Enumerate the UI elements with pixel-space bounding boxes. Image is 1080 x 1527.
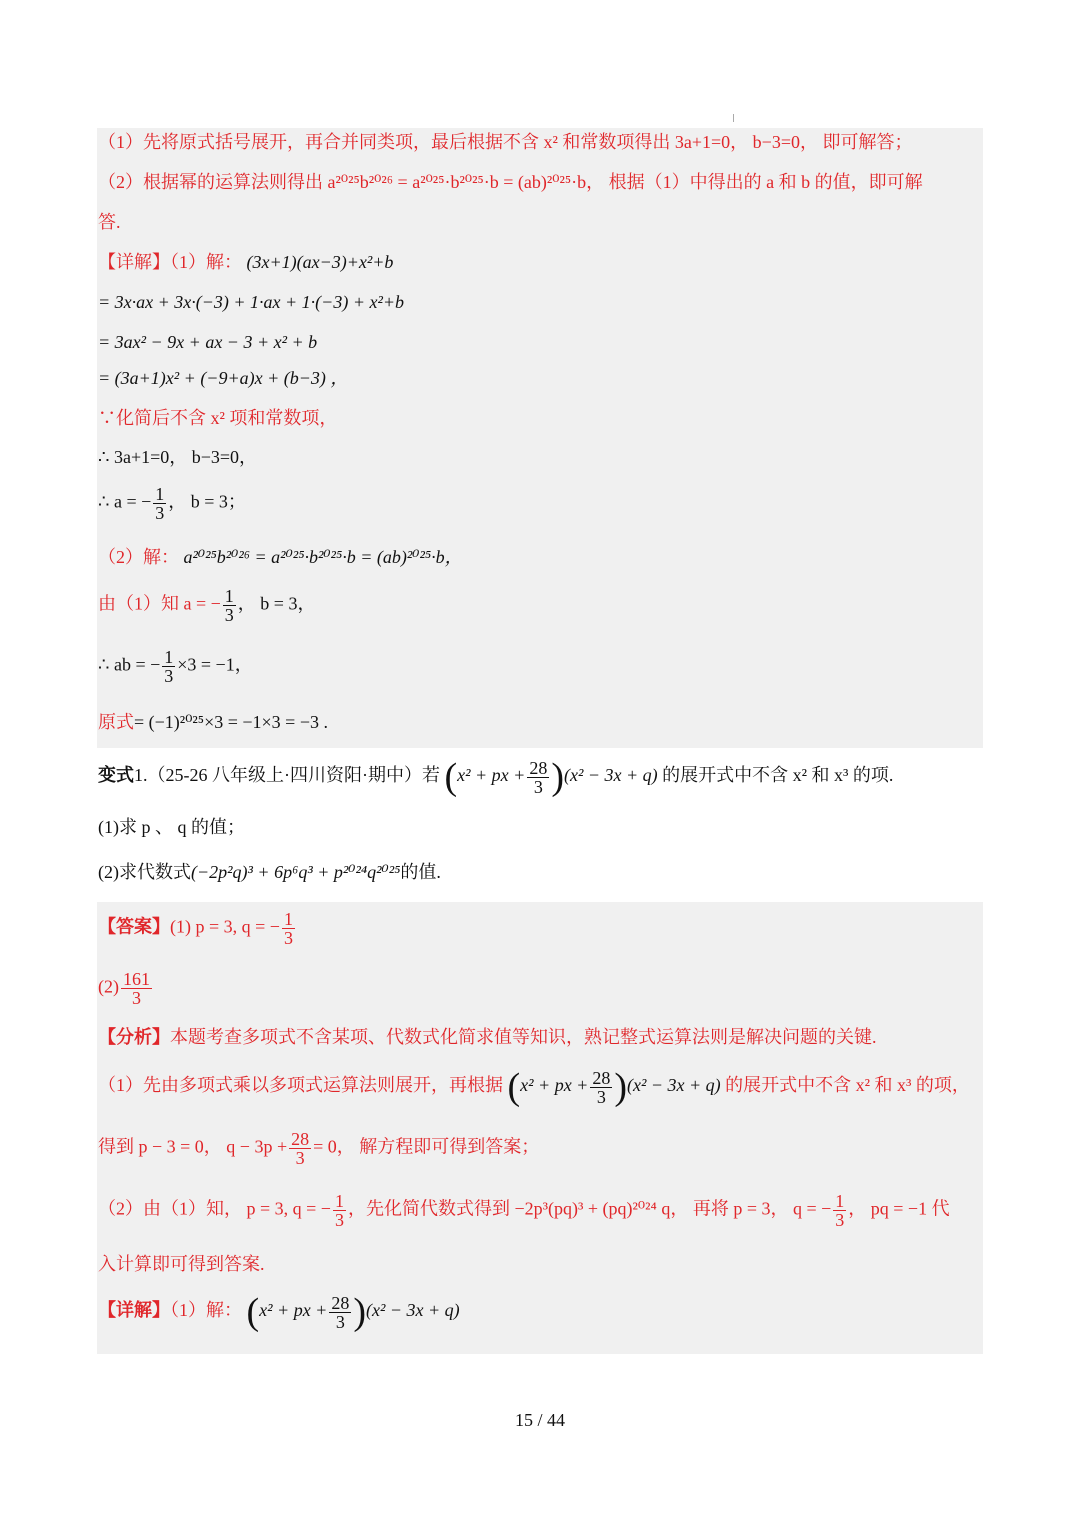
ab-line: ∴ ab = − $\frac{1}{3}$ ×3 = −1， xyxy=(98,647,253,686)
therefore-line-2: ∴ a = − $\frac{1}{3}$ ， b = 3； xyxy=(98,484,246,523)
fraction-one-third: $\frac{1}{3}$ xyxy=(835,1191,845,1230)
therefore-line-1: ∴ 3a+1=0， b−3=0， xyxy=(98,447,258,467)
analysis-summary: 【分析】本题考查多项式不含某项、代数式化简求值等知识，熟记整式运算法则是解决问题的关键. xyxy=(98,1027,877,1047)
analysis-step-2-cont: 答. xyxy=(98,212,121,232)
analysis-step-2: （2）根据幂的运算法则得出 a²⁰²⁵b²⁰²⁶ = a²⁰²⁵·b²⁰²⁵·b = (ab)²⁰²⁵·b， 根据（1）中得出的 a 和 b 的值，即可解 xyxy=(98,172,923,192)
result-line: 原式= (−1)²⁰²⁵×3 = −1×3 = −3 . xyxy=(98,712,328,732)
analysis-part-2-cont: 入计算即可得到答案. xyxy=(98,1254,265,1274)
fraction-28-thirds: $\frac{28}{3}$ xyxy=(291,1129,310,1168)
analysis-part-2: （2）由（1）知， p = 3, q = − $\frac{1}{3}$ ，先化简代数式得到 −2p³(pq)³ + (pq)²⁰²⁴ q， 再将 p = 3， q = − $\frac{1}{3}$ ， pq = −1 代 xyxy=(98,1191,950,1230)
answer-1: 【答案】(1) p = 3, q = − $\frac{1}{3}$ xyxy=(98,909,293,948)
variant-title: 变式1.（25-26 八年级上·四川资阳·期中）若 (x² + px + $\frac{28}{3}$ )(x² − 3x + q) 的展开式中不含 x² 和 x³ 的项. xyxy=(98,756,894,798)
fraction-161-thirds: $\frac{161}{3}$ xyxy=(123,969,150,1008)
fraction-one-third: $\frac{1}{3}$ xyxy=(283,909,293,948)
from-1-line: 由（1）知 a = − $\frac{1}{3}$ ， b = 3， xyxy=(98,586,316,625)
fraction-28-thirds: $\frac{28}{3}$ xyxy=(529,757,548,797)
detail-header-2: 【详解】（1）解： (x² + px + $\frac{28}{3}$ )(x² − 3x + q) xyxy=(98,1291,460,1333)
expansion-step-3: = (3a+1)x² + (−9+a)x + (b−3) ， xyxy=(98,368,349,388)
fraction-28-thirds: $\frac{28}{3}$ xyxy=(592,1067,611,1107)
detail-2-line: （2）解： a²⁰²⁵b²⁰²⁶ = a²⁰²⁵·b²⁰²⁵·b = (ab)²⁰²⁵·b， xyxy=(98,547,463,567)
expansion-step-1: = 3x·ax + 3x·(−3) + 1·ax + 1·(−3) + x²+b xyxy=(98,292,404,312)
solution-box-2 xyxy=(97,902,983,1354)
detail-1-header: 【详解】（1）解： (3x+1)(ax−3)+x²+b xyxy=(98,252,394,272)
analysis-part-1: （1）先由多项式乘以多项式运算法则展开，再根据 (x² + px + $\frac{28}{3}$ )(x² − 3x + q) 的展开式中不含 x² 和 x³ 的项， xyxy=(98,1066,970,1108)
fraction-one-third: $\frac{1}{3}$ xyxy=(224,586,234,625)
expansion-step-2: = 3ax² − 9x + ax − 3 + x² + b xyxy=(98,332,318,352)
question-1: (1)求 p 、 q 的值； xyxy=(98,817,245,837)
fraction-one-third: $\frac{1}{3}$ xyxy=(164,647,174,686)
answer-2: (2) $\frac{161}{3}$ xyxy=(98,969,150,1008)
analysis-step-1: （1）先将原式括号展开，再合并同类项，最后根据不含 x² 和常数项得出 3a+1=0， b−3=0， 即可解答； xyxy=(98,132,913,152)
page-number: 15 / 44 xyxy=(514,1410,565,1430)
analysis-part-1-cont: 得到 p − 3 = 0， q − 3p + $\frac{28}{3}$ = 0， 解方程即可得到答案； xyxy=(98,1129,540,1168)
fraction-28-thirds: $\frac{28}{3}$ xyxy=(331,1292,350,1332)
question-2: (2)求代数式(−2p²q)³ + 6p⁶q³ + p²⁰²⁴q²⁰²⁵的值. xyxy=(98,862,441,882)
fraction-one-third: $\frac{1}{3}$ xyxy=(334,1191,344,1230)
fraction-one-third: $\frac{1}{3}$ xyxy=(155,484,165,523)
because-line: ∵化简后不含 x² 项和常数项， xyxy=(98,408,338,428)
header-mark xyxy=(733,114,734,122)
